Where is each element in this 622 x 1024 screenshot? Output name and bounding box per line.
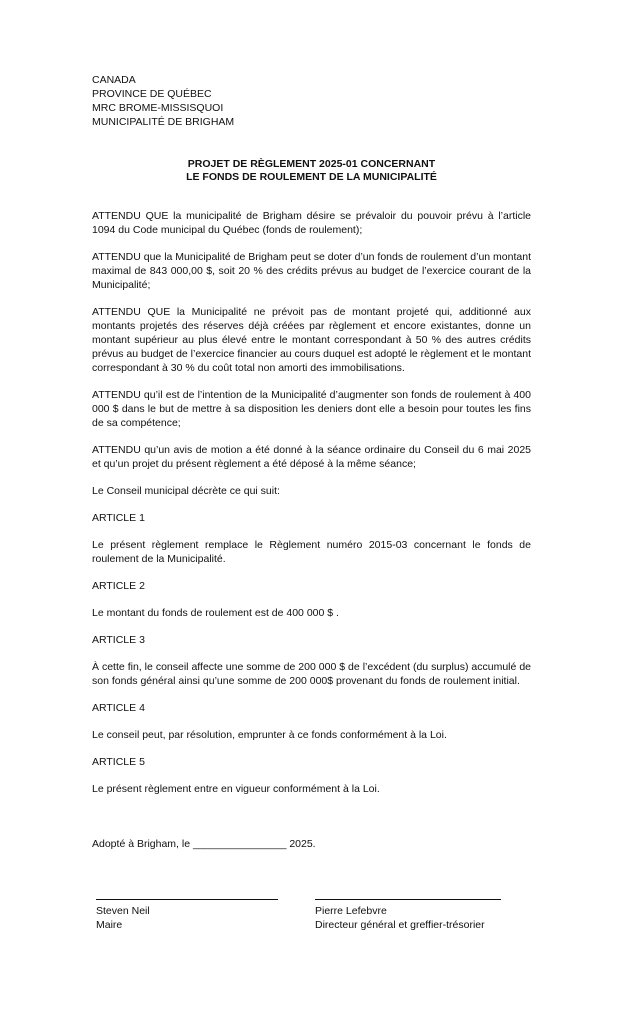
- document-body: [92, 209, 531, 809]
- adoption-line: Adopté à Brigham, le ________________ 2025.: [92, 838, 316, 850]
- whereas-paragraph-2: ATTENDU que la Municipalité de Brigham peut se doter d’un fonds de roulement d’un montant maximal de 843 000,00 $, soit 20 % des crédits prévus au budget de l’exercice courant de la Municipalité;: [92, 251, 531, 291]
- jurisdiction-header: [92, 73, 234, 129]
- whereas-paragraph-5: ATTENDU qu’un avis de motion a été donné à la séance ordinaire du Conseil du 6 mai 2025 et qu’un projet du présent règlement a été déposé à la même séance;: [92, 444, 531, 470]
- article-3-text: À cette fin, le conseil affecte une somme de 200 000 $ de l’excédent (du surplus) accumulé de son fonds général ainsi qu’une somme de 200 000$ provenant du fonds de roulement initial.: [92, 661, 531, 687]
- title-line-1: PROJET DE RÈGLEMENT 2025-01 CONCERNANT: [187, 158, 436, 170]
- document-title: [92, 158, 531, 184]
- whereas-paragraph-1: ATTENDU QUE la municipalité de Brigham désire se prévaloir du pouvoir prévu à l’article 1094 du Code municipal du Québec (fonds de roulement);: [92, 210, 531, 236]
- header-line-mrc: MRC BROME-MISSISQUOI: [92, 102, 224, 114]
- signature-line: [315, 899, 501, 900]
- header-line-province: PROVINCE DE QUÉBEC: [92, 88, 212, 100]
- whereas-paragraph-4: ATTENDU qu’il est de l’intention de la Municipalité d’augmenter son fonds de roulement à 400 000 $ dans le but de mettre à sa disposition les deniers dont elle a besoin pour toutes les fins de sa compétence;: [92, 389, 531, 429]
- header-line-country: CANADA: [92, 74, 136, 86]
- signature-block-mayor: [96, 899, 278, 932]
- header-line-municipality: MUNICIPALITÉ DE BRIGHAM: [92, 116, 235, 128]
- signatory-role: Directeur général et greffier-trésorier: [315, 919, 485, 931]
- article-3-heading: ARTICLE 3: [92, 634, 145, 646]
- article-4-text: Le conseil peut, par résolution, emprunter à ce fonds conformément à la Loi.: [92, 729, 447, 741]
- decree-statement: Le Conseil municipal décrète ce qui suit:: [92, 485, 280, 497]
- article-5-text: Le présent règlement entre en vigueur conformément à la Loi.: [92, 783, 380, 795]
- signature-block-director: [315, 899, 501, 932]
- title-line-2: LE FONDS DE ROULEMENT DE LA MUNICIPALITÉ: [186, 171, 437, 183]
- article-5-heading: ARTICLE 5: [92, 756, 145, 768]
- signature-line: [96, 899, 278, 900]
- signatory-role: Maire: [96, 919, 123, 931]
- article-2-text: Le montant du fonds de roulement est de 400 000 $ .: [92, 607, 339, 619]
- whereas-paragraph-3: ATTENDU QUE la Municipalité ne prévoit pas de montant projeté qui, additionné aux montants projetés des réserves déjà créées par règlement et encore existantes, donne un montant supérieur au plus élevé entre le montant correspondant à 50 % des autres crédits prévus au budget de l’exercice financier au cours duquel est adopté le règlement et le montant correspondant à 30 % du coût total non amorti des immobilisations.: [92, 306, 531, 374]
- article-1-heading: ARTICLE 1: [92, 512, 145, 524]
- article-1-text: Le présent règlement remplace le Règlement numéro 2015-03 concernant le fonds de roulement de la Municipalité.: [92, 539, 531, 565]
- signatory-name: Steven Neil: [96, 905, 150, 917]
- article-2-heading: ARTICLE 2: [92, 580, 145, 592]
- article-4-heading: ARTICLE 4: [92, 702, 145, 714]
- signatory-name: Pierre Lefebvre: [315, 905, 387, 917]
